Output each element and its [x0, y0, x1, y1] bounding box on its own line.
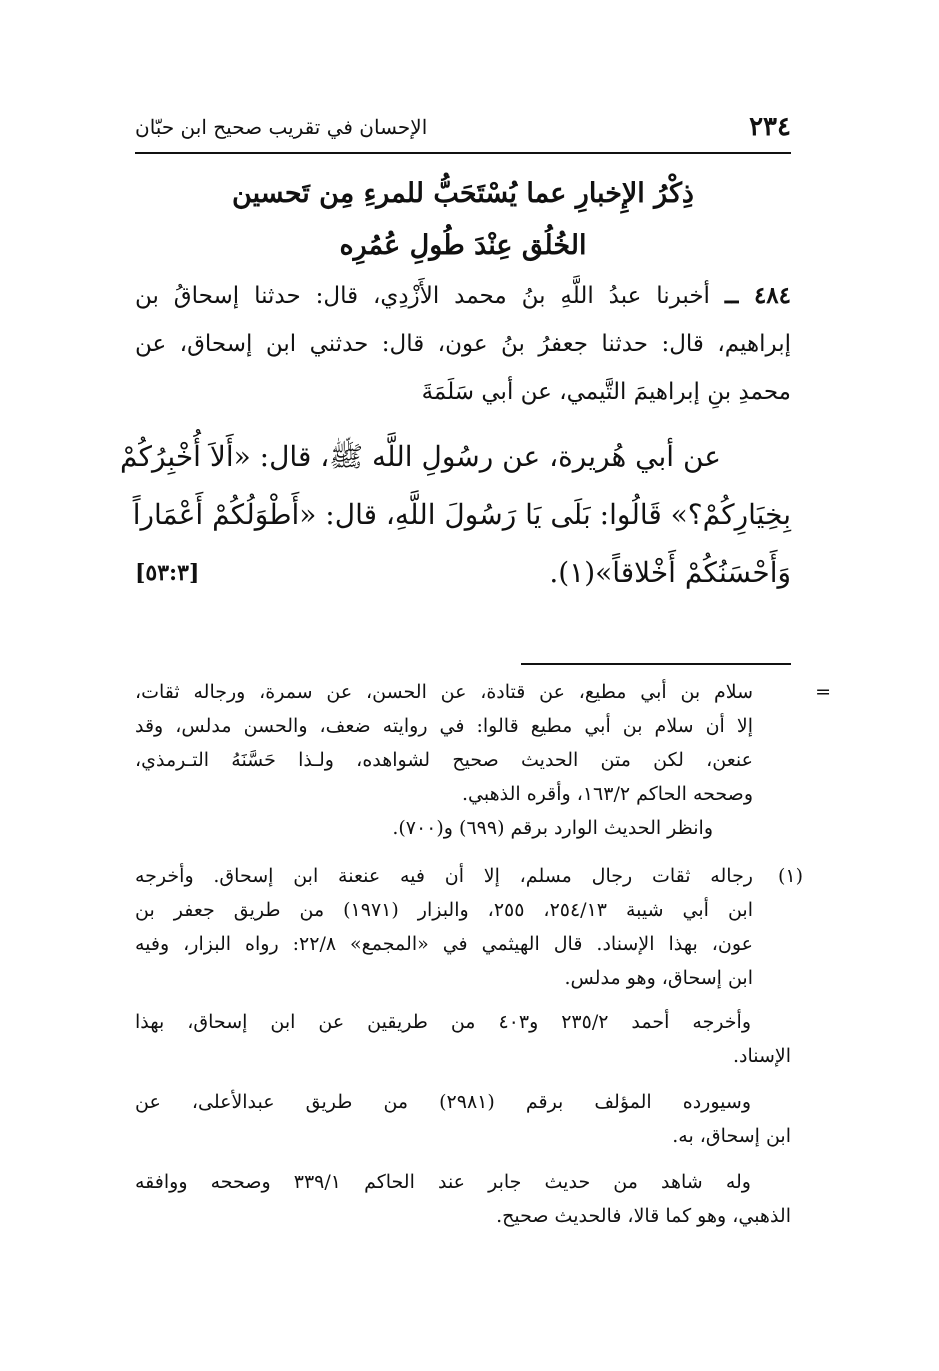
- footnote-1-marker: (١): [777, 865, 803, 887]
- footnote-line: سلام بن أبي مطيع، عن قتادة، عن الحسن، عن سمرة، ورجاله ثقات،: [135, 681, 753, 703]
- footnote-line: ابن أبي شيبة ٢٥٤/١٣، ٢٥٥، والبزار (١٩٧١) من طريق جعفر بن: [135, 899, 753, 921]
- footnote-line: وله شاهد من حديث جابر عند الحاكم ٣٣٩/١ وصححه ووافقه: [135, 1171, 751, 1193]
- chain-line-text: أخبرنا عبدُ اللَّهِ بنُ محمد الأَزْدِي، قال: حدثنا إسحاقُ بن: [135, 283, 710, 309]
- footnote-line: عنعن، لكن متن الحديث صحيح لشواهده، ولـذا حَسَّنَهُ التـرمذي،: [135, 749, 753, 771]
- footnote-see-also: وانظر الحديث الوارد برقم (٦٩٩) و(٧٠٠).: [392, 817, 713, 839]
- hadith-text-line: عن أبي هُريرة، عن رسُولِ اللَّه ﷺ، قال: «أَلاَ أُخْبِرُكُمْ: [120, 440, 721, 473]
- footnote-line: الذهبي، وهو كما قالا، فالحديث صحيح.: [496, 1205, 791, 1227]
- page-number: ٢٣٤: [749, 112, 791, 142]
- footnote-paragraph-4: [135, 1165, 791, 1233]
- hadith-text-line: بِخِيَارِكُمْ؟» قَالُوا: بَلَى يَا رَسُولَ اللَّهِ، قال: «أَطْوَلُكُمْ أَعْمَاراً: [132, 498, 791, 531]
- section-heading-line-1: ذِكْرُ الإِخبارِ عما يُسْتَحَبُّ للمرءِ مِن تَحسين: [232, 178, 694, 209]
- footnote-line: إلا أن سلام بن أبي مطيع قالوا: في روايته ضعف، والحسن مدلس، وقد: [135, 715, 753, 737]
- footnotes: [135, 675, 831, 1245]
- footnote-1: [135, 859, 803, 995]
- hadith-text: [120, 428, 791, 602]
- footnote-line: وأخرجه أحمد ٢٣٥/٢ و٤٠٣ من طريقين عن ابن إسحاق، بهذا: [135, 1011, 751, 1033]
- footnote-line: وصححه الحاكم ١٦٣/٢، وأقره الذهبي.: [461, 783, 753, 805]
- footnote-rule: [521, 663, 791, 665]
- hadith-number: ٤٨٤ ــ: [724, 282, 791, 309]
- footnote-line: وسيورده المؤلف برقم (٢٩٨١) من طريق عبدالأعلى، عن: [135, 1091, 751, 1113]
- hadith-reference: [٥٣:٣]: [135, 560, 200, 586]
- hadith-text-line: وَأَحْسَنُكُمْ أَخْلاقاً»(١).: [549, 556, 791, 589]
- footnote-line: ابن إسحاق، به.: [672, 1125, 791, 1147]
- footnote-line: الإسناد.: [732, 1045, 791, 1067]
- footnote-paragraph-2: [135, 1005, 791, 1073]
- page-header: [135, 108, 791, 146]
- chain-line: إبراهيم، قال: حدثنا جعفرُ بنُ عون، قال: حدثني ابن إسحاق، عن: [135, 331, 791, 357]
- footnote-line: عون، بهذا الإسناد. قال الهيثمي في «المجمع» ٢٢/٨: رواه البزار، وفيه: [135, 933, 753, 955]
- hadith-chain: [135, 272, 791, 416]
- footnote-continuation: [135, 675, 831, 845]
- footnote-line: ابن إسحاق، وهو مدلس.: [564, 967, 753, 989]
- hadith-text-line-last: [135, 544, 791, 602]
- running-title: الإحسان في تقريب صحيح ابن حبّان: [135, 115, 428, 139]
- continuation-marker: =: [815, 681, 831, 703]
- chain-line: [135, 272, 791, 320]
- footnote-line: رجاله ثقات رجال مسلم، إلا أن فيه عنعنة ابن إسحاق. وأخرجه: [135, 865, 753, 887]
- chain-line: محمدِ بنِ إبراهيمَ التَّيمي، عن أبي سَلَمَةَ: [421, 379, 791, 405]
- section-heading: [135, 168, 791, 272]
- section-heading-line-2: الخُلُق عِنْدَ طُولِ عُمُرِه: [339, 230, 587, 261]
- header-rule: [135, 152, 791, 154]
- footnote-paragraph-3: [135, 1085, 791, 1153]
